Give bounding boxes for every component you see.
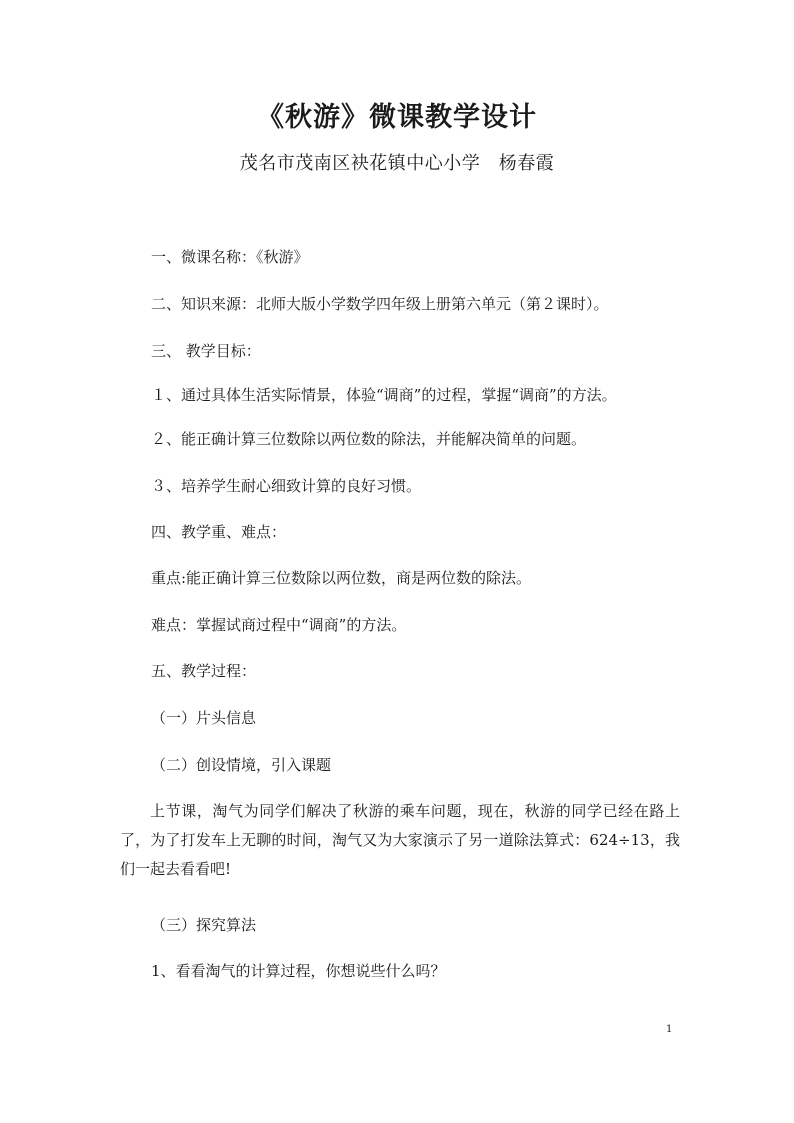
key-point: 重点:能正确计算三位数除以两位数，商是两位数的除法。 <box>151 569 532 587</box>
author-line: 茂名市茂南区袂花镇中心小学 杨春霞 <box>239 153 555 174</box>
lesson-name: 一、微课名称：《秋游》 <box>151 248 309 266</box>
knowledge-source: 二、知识来源：北师大版小学数学四年级上册第六单元（第２课时）。 <box>151 295 609 313</box>
objective-3: ３、培养学生耐心细致计算的良好习惯。 <box>151 477 422 495</box>
process-step-3: （三）探究算法 <box>151 916 257 934</box>
process-heading: 五、教学过程： <box>151 662 257 680</box>
difficult-point: 难点：掌握试商过程中“调商”的方法。 <box>151 616 407 634</box>
scenario-paragraph: 上节课，淘气为同学们解决了秋游的乘车问题，现在，秋游的同学已经在路上了，为了打发车上无聊的时间，淘气又为大家演示了另一道除法算式：624÷13，我们一起去看看吧! <box>120 802 680 878</box>
objective-1: １、通过具体生活实际情景，体验“调商”的过程，掌握“调商”的方法。 <box>151 386 617 404</box>
process-step-2: （二）创设情境，引入课题 <box>151 756 332 774</box>
process-step-1: （一）片头信息 <box>151 709 257 727</box>
key-points-heading: 四、教学重、难点： <box>151 523 287 541</box>
document-title: 《秋游》微课教学设计 <box>257 102 537 133</box>
page-number: 1 <box>666 1024 673 1035</box>
objective-2: ２、能正确计算三位数除以两位数的除法，并能解决简单的问题。 <box>151 430 587 448</box>
inquiry-question: 1、看看淘气的计算过程，你想说些什么吗？ <box>151 962 446 980</box>
objectives-heading: 三、 教学目标： <box>151 342 261 360</box>
